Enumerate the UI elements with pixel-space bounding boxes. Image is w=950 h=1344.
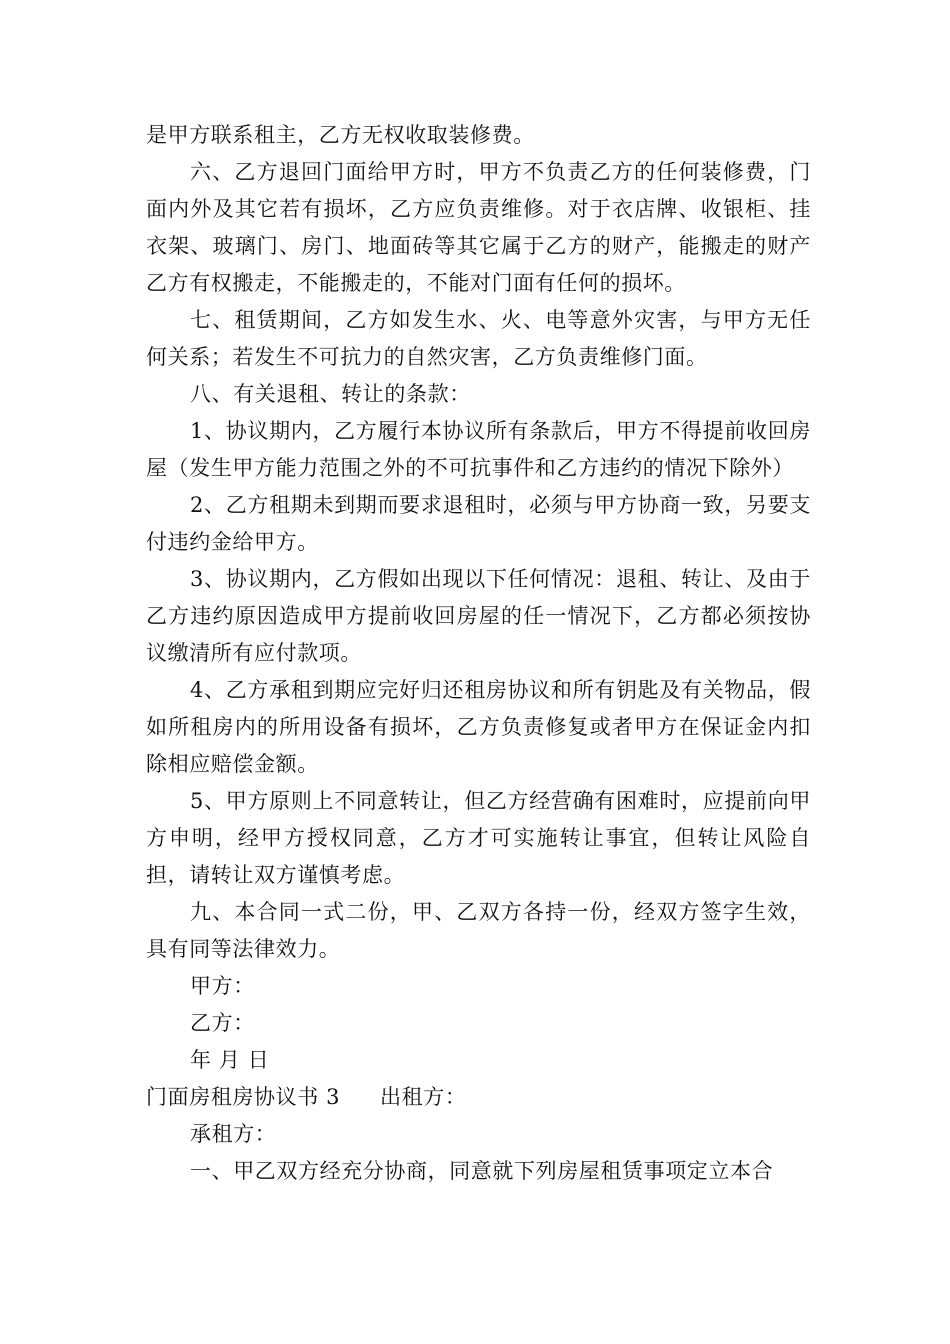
paragraph-clause-7: 七、租赁期间，乙方如发生水、火、电等意外灾害，与甲方无任何关系；若发生不可抗力的自然灾害，乙方负责维修门面。 bbox=[146, 308, 811, 369]
paragraph-clause-8-2: 2、乙方租期未到期而要求退租时，必须与甲方协商一致，另要支付违约金给甲方。 bbox=[146, 493, 811, 554]
document-body bbox=[146, 117, 811, 1190]
signature-party-b: 乙方： bbox=[190, 1011, 255, 1035]
document-title: 门面房租房协议书 3 bbox=[146, 1085, 341, 1109]
paragraph-clause-8-3: 3、协议期内，乙方假如出现以下任何情况：退租、转让、及由于乙方违约原因造成甲方提前收回房屋的任一情况下，乙方都必须按协议缴清所有应付款项。 bbox=[146, 567, 811, 665]
paragraph-clause-1-new: 一、甲乙双方经充分协商，同意就下列房屋租赁事项定立本合 bbox=[190, 1159, 774, 1183]
lessee-label: 承租方： bbox=[190, 1122, 277, 1146]
paragraph-clause-8-4: 4、乙方承租到期应完好归还租房协议和所有钥匙及有关物品，假如所租房内的所用设备有损坏，乙方负责修复或者甲方在保证金内扣除相应赔偿金额。 bbox=[146, 678, 811, 776]
signature-date: 年 月 日 bbox=[190, 1048, 270, 1072]
signature-party-a: 甲方： bbox=[190, 974, 255, 998]
paragraph-clause-8-5: 5、甲方原则上不同意转让，但乙方经营确有困难时，应提前向甲方申明，经甲方授权同意，乙方才可实施转让事宜，但转让风险自担，请转让双方谨慎考虑。 bbox=[146, 789, 811, 887]
paragraph-clause-6: 六、乙方退回门面给甲方时，甲方不负责乙方的任何装修费，门面内外及其它若有损坏，乙方应负责维修。对于衣店牌、收银柜、挂衣架、玻璃门、房门、地面砖等其它属于乙方的财产，能搬走的财产乙方有权搬走，不能搬走的，不能对门面有任何的损坏。 bbox=[146, 160, 811, 295]
lessor-label: 出租方： bbox=[380, 1085, 467, 1109]
paragraph-clause-8-heading: 八、有关退租、转让的条款： bbox=[190, 382, 471, 406]
paragraph-clause-9: 九、本合同一式二份，甲、乙双方各持一份，经双方签字生效，具有同等法律效力。 bbox=[146, 900, 811, 961]
paragraph-decoration-fee: 是甲方联系租主，乙方无权收取装修费。 bbox=[146, 123, 535, 147]
document-title-line bbox=[146, 1079, 811, 1116]
paragraph-clause-8-1: 1、协议期内，乙方履行本协议所有条款后，甲方不得提前收回房屋（发生甲方能力范围之外的不可抗事件和乙方违约的情况下除外） bbox=[146, 419, 811, 480]
